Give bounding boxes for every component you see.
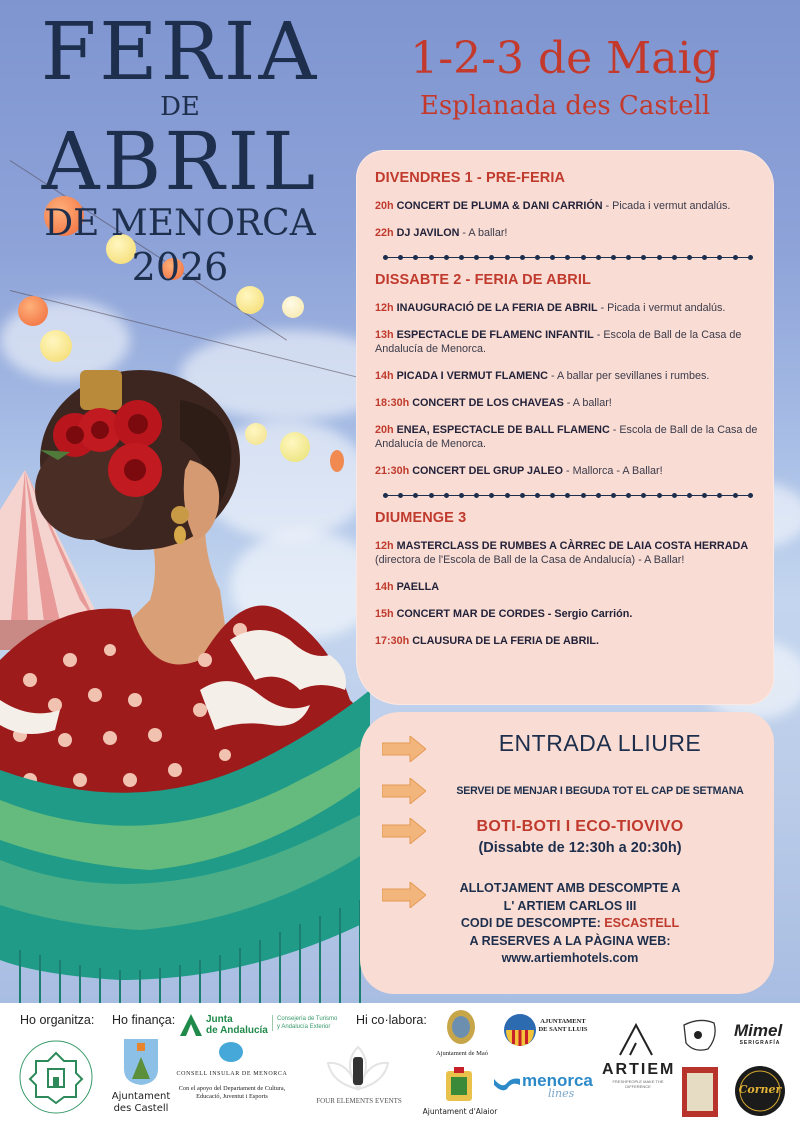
program-event — [375, 301, 760, 315]
ajuntament-castell-label: Ajuntament des Castell — [111, 1091, 171, 1114]
accommodation-line: ALLOTJAMENT AMB DESCOMPTE A — [459, 881, 681, 895]
caricature-logo — [680, 1017, 720, 1055]
event-time: 14h — [375, 370, 394, 382]
corner-label: Corner — [738, 1083, 782, 1096]
event-title: ESPECTACLE DE FLAMENC INFANTIL — [396, 329, 594, 341]
discount-code: ESCASTELL — [604, 916, 680, 930]
consell-insular-label: CONSELL INSULAR DE MENORCA — [176, 1071, 288, 1077]
event-venue: Esplanada des Castell — [419, 91, 711, 121]
event-desc: - A ballar! — [459, 227, 508, 239]
consell-insular-sub: Con el apoyo del Departament de Cultura, Educació, Juventut i Esports — [178, 1085, 286, 1100]
event-desc: - Picada i vermut andalús. — [602, 200, 731, 212]
day-heading-sunday: DIUMENGE 3 — [375, 510, 467, 526]
event-time: 12h — [375, 540, 394, 552]
flamenca-illustration — [0, 360, 370, 1003]
event-title: MASTERCLASS DE RUMBES A CÀRREC DE LAIA COSTA HERRADA — [396, 540, 749, 552]
consell-insular-icon — [218, 1041, 244, 1063]
event-time: 21:30h — [375, 465, 410, 477]
event-time: 13h — [375, 329, 394, 341]
junta-line1: Junta — [206, 1014, 233, 1025]
event-time: 15h — [375, 608, 394, 620]
four-elements-logo — [318, 1043, 398, 1093]
event-desc: - Picada i vermut andalús. — [597, 302, 726, 314]
mimel-sub: SERIGRAFÍA — [739, 1040, 781, 1046]
program-event — [375, 226, 760, 240]
arrow-right-icon — [382, 736, 426, 762]
event-title: CONCERT MAR DE CORDES - Sergio Carrión. — [396, 608, 633, 620]
accommodation-offer — [420, 880, 720, 968]
event-time: 18:30h — [375, 397, 410, 409]
program-event — [375, 607, 760, 621]
booking-url[interactable]: www.artiemhotels.com — [501, 951, 639, 965]
ajuntament-alaior-label: Ajuntament d'Alaior — [422, 1107, 498, 1116]
event-title: INAUGURACIÓ DE LA FERIA DE ABRIL — [396, 302, 598, 314]
program-event — [375, 539, 760, 567]
title-de-menorca: DE MENORCA — [44, 203, 316, 244]
event-time: 22h — [375, 227, 394, 239]
casa-andalucia-logo — [18, 1039, 94, 1115]
event-time: 20h — [375, 200, 394, 212]
ajuntament-castell-shield — [124, 1039, 158, 1085]
event-title: PAELLA — [396, 581, 439, 593]
poster-title — [20, 5, 340, 290]
colabora-label: Hi co·labora: — [356, 1013, 427, 1027]
booking-line: A RESERVES A LA PÀGINA WEB: — [469, 933, 671, 948]
event-title: CONCERT DE PLUMA & DANI CARRIÓN — [396, 200, 603, 212]
menorca-lines-script: lines — [548, 1087, 575, 1100]
program-event — [375, 369, 760, 383]
program-event — [375, 634, 760, 648]
lantern-yellow — [236, 286, 264, 314]
event-dates: 1-2-3 de Maig — [410, 33, 720, 84]
free-entry: ENTRADA LLIURE — [498, 730, 702, 756]
info-panel — [360, 712, 774, 994]
program-panel — [356, 150, 774, 705]
ajuntament-mao-crest — [446, 1009, 476, 1045]
title-abril: ABRIL — [41, 115, 319, 208]
dotted-divider — [383, 489, 753, 501]
ajuntament-mao-label: Ajuntament de Maó — [436, 1050, 488, 1057]
event-time: 17:30h — [375, 635, 410, 647]
event-time: 14h — [375, 581, 394, 593]
mimel-logo: Mimel — [734, 1021, 783, 1040]
title-feria: FERIA — [40, 5, 320, 98]
vintage-poster-logo — [682, 1067, 718, 1117]
artiem-tagline: FRESHPEOPLE MAKE THE DIFFERENCE — [612, 1079, 664, 1089]
event-desc: - Mallorca - A Ballar! — [563, 465, 663, 477]
discount-code-line — [420, 915, 720, 933]
junta-dept: Consejería de Turismo y Andalucía Exterior — [272, 1015, 342, 1031]
title-year: 2026 — [131, 245, 229, 289]
boti-boti-hours: (Dissabte de 12:30h a 20:30h) — [478, 840, 682, 856]
lantern-yellow — [40, 330, 72, 362]
artiem-mark — [618, 1023, 654, 1057]
event-time: 20h — [375, 424, 394, 436]
event-title: CLAUSURA DE LA FERIA DE ABRIL. — [412, 635, 599, 647]
program-event — [375, 199, 760, 213]
sant-lluis-label: AJUNTAMENT DE SANT LLUIS — [538, 1018, 588, 1033]
boti-boti: BOTI-BOTI I ECO-TIOVIVO — [476, 818, 684, 835]
organitza-label: Ho organitza: — [20, 1013, 95, 1027]
arrow-right-icon — [382, 818, 426, 844]
event-desc: - A ballar per sevillanes i rumbes. — [547, 370, 710, 382]
program-event — [375, 464, 760, 478]
program-event — [375, 423, 760, 451]
program-event — [375, 328, 760, 356]
program-event — [375, 580, 760, 594]
day-heading-saturday: DISSABTE 2 - FERIA DE ABRIL — [375, 272, 591, 288]
event-dates-block — [380, 32, 750, 126]
event-desc: (directora de l'Escola de Ball de la Casa de Andalucía) - A Ballar! — [375, 554, 685, 566]
event-desc: - Escola de Ball de la Casa de Andalucía de Menorca. — [375, 424, 758, 450]
title-de: DE — [160, 92, 200, 122]
lantern-white — [282, 296, 304, 318]
event-title: CONCERT DEL GRUP JALEO — [412, 465, 563, 477]
menorca-lines-logo: menorca — [522, 1071, 593, 1090]
menorca-lines-icon — [494, 1075, 520, 1093]
lantern-orange — [18, 296, 48, 326]
sant-lluis-crest — [503, 1013, 537, 1047]
junta-andalucia-icon — [180, 1014, 202, 1036]
arrow-right-icon — [382, 778, 426, 804]
ajuntament-alaior-crest — [446, 1067, 472, 1101]
accommodation-hotel: L' ARTIEM CARLOS III — [503, 898, 637, 913]
event-title: ENEA, ESPECTACLE DE BALL FLAMENC — [396, 424, 610, 436]
event-desc: - A ballar! — [563, 397, 612, 409]
event-time: 12h — [375, 302, 394, 314]
event-title: PICADA I VERMUT FLAMENC — [396, 370, 548, 382]
food-service: SERVEI DE MENJAR I BEGUDA TOT EL CAP DE SETMANA — [456, 785, 744, 797]
junta-andalucia-logo — [206, 1014, 268, 1036]
sponsors-footer — [0, 1003, 800, 1131]
event-desc: - Escola de Ball de la Casa de Andalucía de Menorca. — [375, 329, 742, 355]
discount-code-label: CODI DE DESCOMPTE: — [460, 916, 605, 930]
artiem-logo: ARTIEM — [602, 1061, 676, 1078]
program-event — [375, 396, 760, 410]
junta-line2: de Andalucía — [206, 1025, 268, 1036]
four-elements-label: FOUR ELEMENTS EVENTS — [316, 1097, 402, 1105]
day-heading-friday: DIVENDRES 1 - PRE-FERIA — [375, 170, 566, 186]
event-title: CONCERT DE LOS CHAVEAS — [412, 397, 564, 409]
finanza-label: Ho finança: — [112, 1013, 176, 1027]
dotted-divider — [383, 251, 753, 263]
event-title: DJ JAVILON — [396, 227, 460, 239]
